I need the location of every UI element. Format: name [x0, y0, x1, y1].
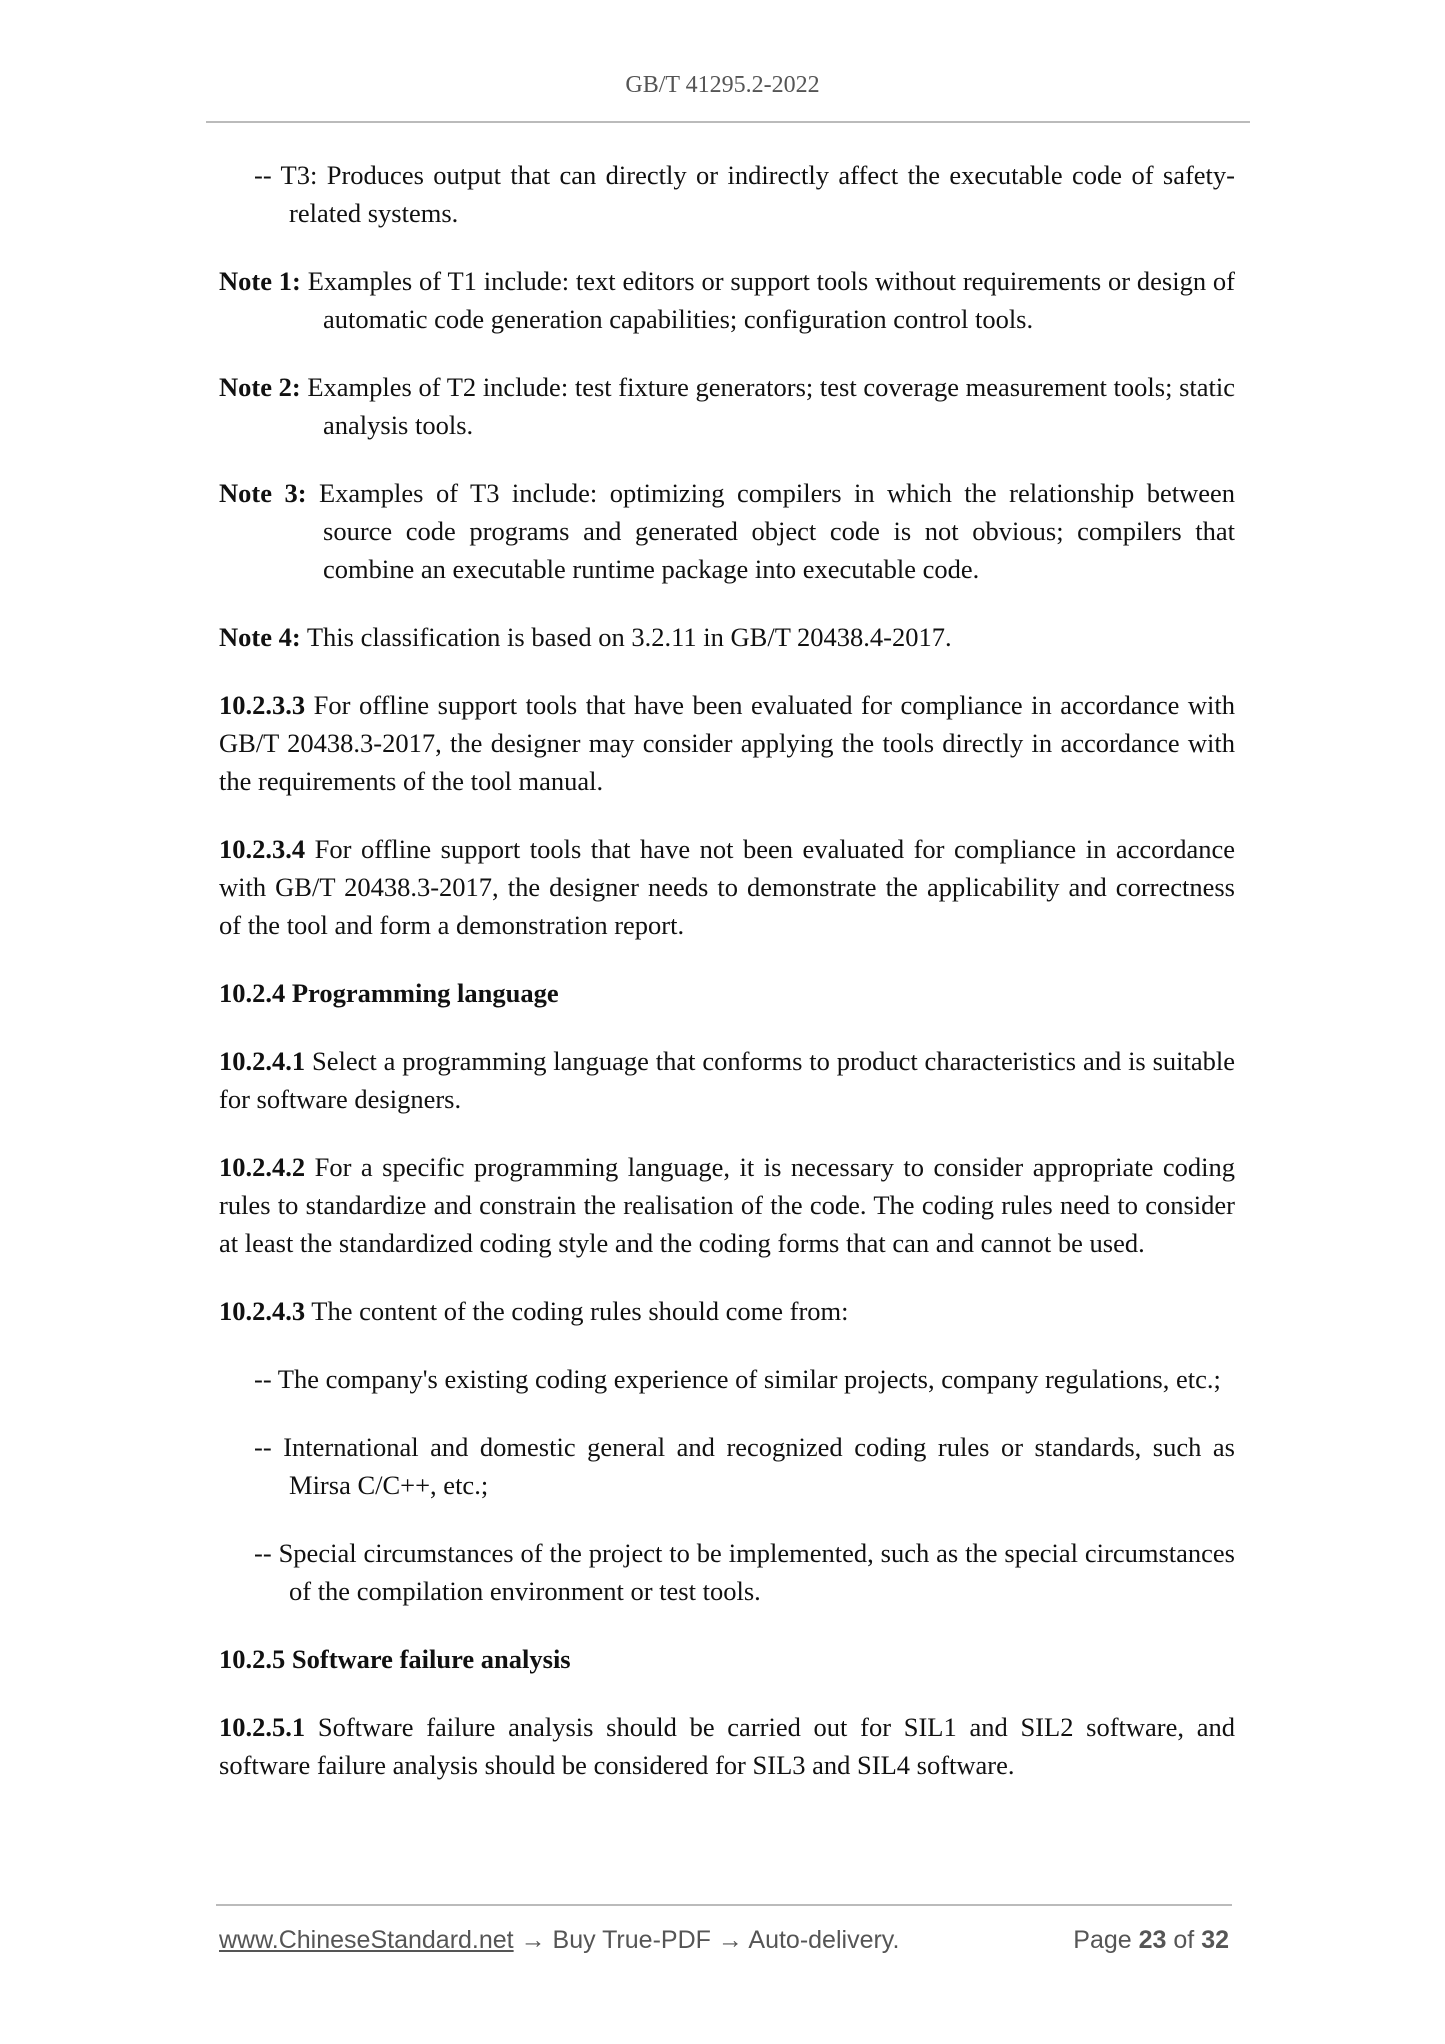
website-link[interactable]: www.ChineseStandard.net — [219, 1926, 514, 1954]
page-number: 23 — [1138, 1926, 1167, 1954]
note-4 — [219, 618, 1235, 656]
clause-10-2-3-3 — [219, 686, 1235, 800]
clause-10-2-4-2 — [219, 1148, 1235, 1262]
note-text: This classification is based on 3.2.11 in GB/T 20438.4-2017. — [306, 622, 952, 652]
page-word: Page — [1073, 1926, 1132, 1954]
note-label: Note 1: — [219, 266, 301, 296]
note-text: Examples of T2 include: test fixture generators; test coverage measurement tools; static analysis tools. — [307, 372, 1236, 440]
document-header: GB/T 41295.2-2022 — [625, 72, 820, 98]
note-label: Note 3: — [219, 478, 307, 508]
page-total: 32 — [1201, 1926, 1229, 1954]
clause-number: 10.2.3.4 — [219, 834, 306, 864]
clause-number: 10.2.4.3 — [219, 1296, 306, 1326]
note-text: Examples of T1 include: text editors or support tools without requirements or design of automatic code generation capabilities; configuration control tools. — [307, 266, 1235, 334]
clause-number: 10.2.5.1 — [219, 1712, 306, 1742]
clause-text: For offline support tools that have not been evaluated for compliance in accordance with GB/T 20438.3-2017, the designer needs to demonstrate the applicability and correctness of the tool and form a demonstration report. — [219, 834, 1235, 940]
clause-text: For offline support tools that have been evaluated for compliance in accordance with GB/T 20438.3-2017, the designer may consider applying the tools directly in accordance with the requirements of the tool manual. — [219, 690, 1235, 796]
list-item: -- The company's existing coding experience of similar projects, company regulations, etc.; — [254, 1364, 1221, 1394]
note-label: Note 4: — [219, 622, 301, 652]
document-body — [219, 156, 1235, 1814]
clause-number: 10.2.4.2 — [219, 1152, 306, 1182]
heading-text: 10.2.4 Programming language — [219, 978, 559, 1008]
of-word: of — [1173, 1926, 1195, 1954]
footer-tagline: → Buy True-PDF → Auto-delivery. — [513, 1926, 900, 1954]
page-footer — [219, 1926, 1229, 1955]
t3-item: -- T3: Produces output that can directly or indirectly affect the executable code of safety-related systems. — [254, 160, 1235, 228]
clause-text: For a specific programming language, it is necessary to consider appropriate coding rules to standardize and constrain the realisation of the code. The coding rules need to consider at least the standardized coding style and the coding forms that can and cannot be used. — [219, 1152, 1235, 1258]
section-heading-10-2-4 — [219, 974, 1235, 1012]
section-heading-10-2-5 — [219, 1640, 1235, 1678]
list-item: -- International and domestic general and recognized coding rules or standards, such as Mirsa C/C++, etc.; — [254, 1432, 1235, 1500]
page-indicator — [1073, 1926, 1229, 1955]
clause-10-2-4-3 — [219, 1292, 1235, 1330]
clause-10-2-4-1 — [219, 1042, 1235, 1118]
list-item: -- Special circumstances of the project to be implemented, such as the special circumstances of the compilation environment or test tools. — [254, 1538, 1235, 1606]
clause-number: 10.2.4.1 — [219, 1046, 306, 1076]
heading-text: 10.2.5 Software failure analysis — [219, 1644, 571, 1674]
note-3 — [219, 474, 1235, 588]
clause-10-2-5-1 — [219, 1708, 1235, 1784]
clause-number: 10.2.3.3 — [219, 690, 306, 720]
note-label: Note 2: — [219, 372, 301, 402]
clause-10-2-3-4 — [219, 830, 1235, 944]
note-1 — [219, 262, 1235, 338]
note-text: Examples of T3 include: optimizing compilers in which the relationship between source code programs and generated object code is not obvious; compilers that combine an executable runtime package into executable code. — [318, 478, 1235, 584]
clause-text: Software failure analysis should be carried out for SIL1 and SIL2 software, and software failure analysis should be considered for SIL3 and SIL4 software. — [219, 1712, 1235, 1780]
clause-text: The content of the coding rules should come from: — [311, 1296, 849, 1326]
header-divider — [206, 121, 1250, 123]
note-2 — [219, 368, 1235, 444]
clause-text: Select a programming language that conforms to product characteristics and is suitable for software designers. — [219, 1046, 1236, 1114]
footer-divider — [216, 1904, 1232, 1906]
